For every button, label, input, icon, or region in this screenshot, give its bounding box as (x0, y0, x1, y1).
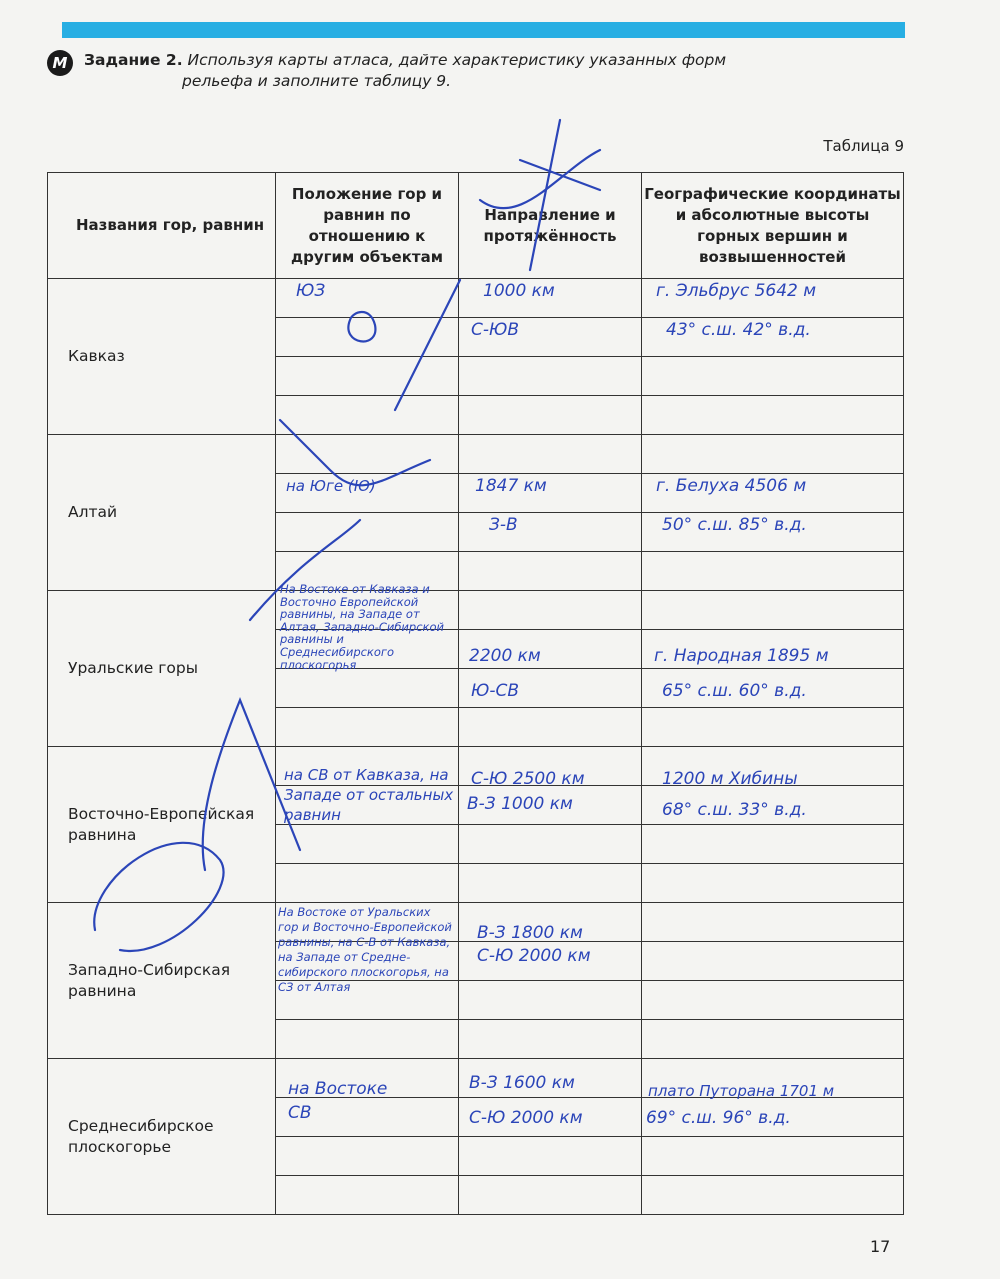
table-row (48, 747, 904, 786)
header-coordinates: Географические координаты и абсолютные высоты горных вершин и возвышенностей (642, 173, 904, 279)
position-caucasus: ЮЗ (296, 281, 326, 301)
direction-altai-2: З-В (489, 515, 518, 535)
direction-central-siberian-2: С-Ю 2000 км (469, 1108, 583, 1128)
row-name-caucasus: Кавказ (48, 279, 276, 435)
task-label: Задание 2. (84, 51, 183, 69)
position-east-european: на СВ от Кавказа, на Западе от остальных равнин (284, 766, 454, 824)
direction-urals-1: 2200 км (469, 646, 541, 666)
direction-altai-1: 1847 км (475, 476, 547, 496)
table-row (48, 1059, 904, 1098)
task-instruction (84, 50, 784, 92)
coords-east-european-1: 1200 м Хибины (662, 769, 798, 789)
row-name-altai: Алтай (48, 435, 276, 591)
table-row (48, 435, 904, 474)
table-header-row (48, 173, 904, 279)
table-caption: Таблица 9 (823, 137, 904, 155)
top-accent-bar (62, 22, 905, 38)
header-position: Положение гор и равнин по отношению к другим объектам (276, 173, 459, 279)
header-direction: Направление и протяжённость (459, 173, 642, 279)
direction-caucasus-2: С-ЮВ (471, 320, 520, 340)
page-number: 17 (870, 1237, 891, 1256)
position-urals: На Востоке от Кавказа и Восточно Европейской равнины, на Западе от Алтая, Западно-Сибирской равнины и Среднесибирского плоскогорья (280, 582, 444, 672)
coords-altai-2: 50° с.ш. 85° в.д. (662, 515, 807, 535)
direction-east-european-1: С-Ю 2500 км (471, 769, 585, 789)
coords-altai-1: г. Белуха 4506 м (656, 476, 807, 496)
position-altai: на Юге (Ю) (286, 477, 376, 495)
publisher-logo-icon: М (47, 50, 73, 76)
coords-caucasus-2: 43° с.ш. 42° в.д. (666, 320, 811, 340)
coords-central-siberian-2: 69° с.ш. 96° в.д. (646, 1108, 791, 1128)
row-name-east-european-plain: Восточно-Европейская равнина (48, 747, 276, 903)
direction-caucasus-1: 1000 км (483, 281, 555, 301)
row-name-west-siberian-plain: Западно-Сибирская равнина (48, 903, 276, 1059)
coords-urals-1: г. Народная 1895 м (654, 646, 829, 666)
position-central-siberian: на Востоке СВ (288, 1079, 388, 1123)
direction-west-siberian-1: В-З 1800 км (477, 923, 583, 943)
coords-central-siberian-1: плато Путорана 1701 м (648, 1082, 835, 1100)
direction-central-siberian-1: В-З 1600 км (469, 1073, 575, 1093)
direction-east-european-2: В-З 1000 км (467, 794, 573, 814)
direction-west-siberian-2: С-Ю 2000 км (477, 946, 591, 966)
relief-table (47, 172, 904, 1215)
coords-caucasus-1: г. Эльбрус 5642 м (656, 281, 817, 301)
direction-urals-2: Ю-СВ (471, 681, 520, 701)
table-row (48, 903, 904, 942)
table-row (48, 591, 904, 630)
task-text-line2: рельефа и заполните таблицу 9. (182, 72, 452, 90)
row-name-central-siberian-plateau: Среднесибирское плоскогорье (48, 1059, 276, 1215)
row-name-urals: Уральские горы (48, 591, 276, 747)
coords-east-european-2: 68° с.ш. 33° в.д. (662, 800, 807, 820)
position-west-siberian: На Востоке от Уральских гор и Восточно-Европейской равнины, на С-В от Кавказа, на Западе от Средне-сибирского плоскогорья, на СЗ от Алтая (278, 905, 452, 994)
coords-urals-2: 65° с.ш. 60° в.д. (662, 681, 807, 701)
table-row (48, 279, 904, 318)
task-text-line1: Используя карты атласа, дайте характеристику указанных форм (187, 51, 727, 69)
header-names: Названия гор, равнин (48, 173, 276, 279)
